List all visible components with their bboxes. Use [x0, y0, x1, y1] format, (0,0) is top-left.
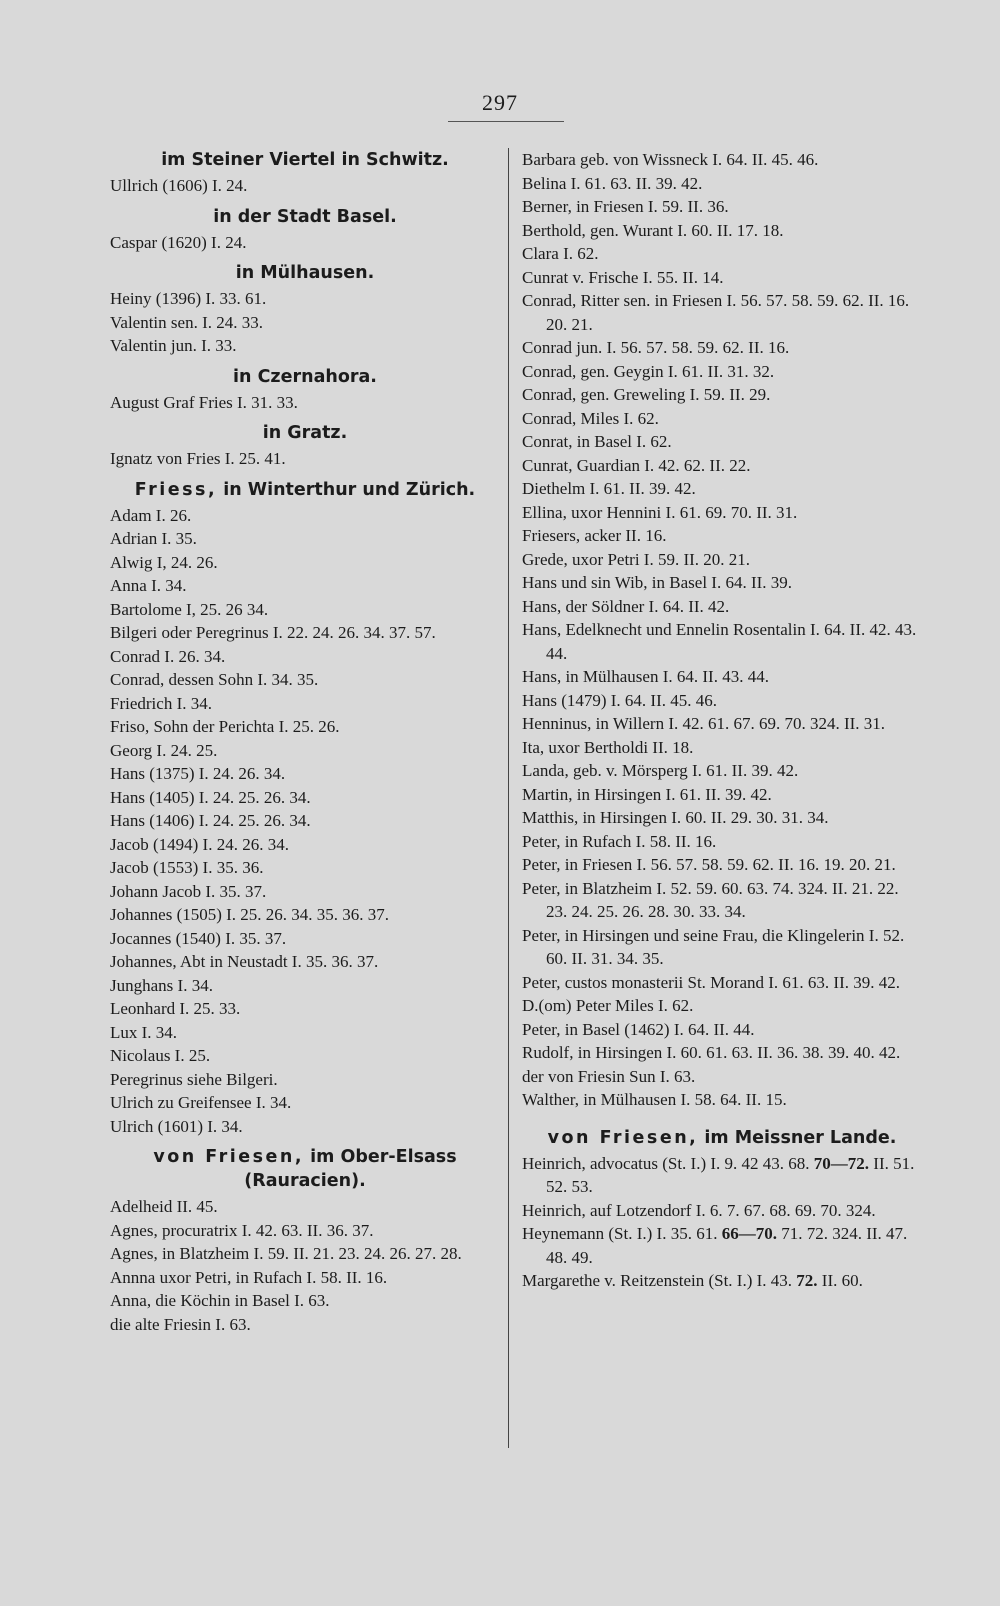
section-heading-meissner: [522, 1126, 922, 1150]
index-entry: Ita, uxor Bertholdi II. 18.: [522, 737, 694, 757]
index-entry: Grede, uxor Petri I. 59. II. 20. 21.: [522, 549, 751, 569]
index-entry: die alte Friesin I. 63.: [110, 1314, 251, 1334]
index-entry: Berner, in Friesen I. 59. II. 36.: [522, 197, 729, 216]
index-entry: Adelheid II. 45.: [110, 1197, 218, 1216]
index-entry: Conrad I. 26. 34.: [110, 646, 226, 666]
index-entry: Hans (1406) I. 24. 25. 26. 34.: [110, 811, 311, 830]
index-entry: Junghans I. 34.: [110, 975, 213, 995]
right-column: [522, 148, 922, 1293]
right-entry-list: [522, 148, 922, 1112]
index-entry: Peter, in Friesen I. 56. 57. 58. 59. 62. II. 16. 19. 20. 21.: [522, 855, 896, 874]
index-entry: Alwig I, 24. 26.: [110, 552, 218, 572]
index-entry: Hans (1405) I. 24. 25. 26. 34.: [110, 787, 311, 807]
index-entry: Peter, in Hirsingen und seine Frau, die Klingelerin I. 52. 60. II. 31. 34. 35.: [522, 925, 905, 968]
index-entry: Johannes, Abt in Neustadt I. 35. 36. 37.: [110, 952, 379, 971]
index-entry: Henninus, in Willern I. 42. 61. 67. 69. 70. 324. II. 31.: [522, 714, 886, 733]
index-entry: Friso, Sohn der Perichta I. 25. 26.: [110, 717, 340, 736]
index-entry: Clara I. 62.: [522, 244, 599, 263]
index-entry: [522, 1222, 922, 1269]
index-entry: Johannes (1505) I. 25. 26. 34. 35. 36. 37.: [110, 905, 390, 924]
index-entry: Landa, geb. v. Mörsperg I. 61. II. 39. 42.: [522, 761, 799, 780]
index-entry: Peter, in Blatzheim I. 52. 59. 60. 63. 74. 324. II. 21. 22. 23. 24. 25. 26. 28. 30. 33. 34.: [522, 878, 899, 921]
page-number-rule: [448, 121, 564, 122]
index-entry: Conrad, gen. Greweling I. 59. II. 29.: [522, 385, 771, 404]
section-heading: [110, 365, 500, 389]
entry-part-before: Heynemann (St. I.) I. 35. 61.: [522, 1224, 722, 1243]
section-heading: [110, 205, 500, 229]
entry-part-before: Heinrich, advocatus (St. I.) I. 9. 42 43. 68.: [522, 1153, 814, 1173]
index-entry: Conrad, Miles I. 62.: [522, 408, 659, 428]
index-entry: Jocannes (1540) I. 35. 37.: [110, 928, 287, 948]
section-heading-spaced: Friess,: [134, 479, 218, 500]
index-entry: Agnes, procuratrix I. 42. 63. II. 36. 37.: [110, 1220, 374, 1240]
index-entry: D.(om) Peter Miles I. 62.: [522, 996, 694, 1015]
index-entry: Hans, Edelknecht und Ennelin Rosentalin I. 64. II. 42. 43. 44.: [522, 620, 917, 663]
index-entry: Conrat, in Basel I. 62.: [522, 432, 672, 451]
entry-part-before: Margarethe v. Reitzenstein (St. I.) I. 43.: [522, 1271, 797, 1290]
index-entry: Peter, in Rufach I. 58. II. 16.: [522, 831, 717, 851]
index-entry: Valentin sen. I. 24. 33.: [110, 312, 263, 332]
index-entry: Walther, in Mülhausen I. 58. 64. II. 15.: [522, 1090, 787, 1109]
index-entry: Hans (1375) I. 24. 26. 34.: [110, 764, 286, 783]
index-entry: Ellina, uxor Hennini I. 61. 69. 70. II. 31.: [522, 502, 798, 522]
entry-part-after: II. 60.: [817, 1271, 863, 1290]
section-heading-spaced: von Friesen,: [153, 1147, 305, 1167]
index-entry: Leonhard I. 25. 33.: [110, 999, 241, 1018]
index-entry: Conrad, Ritter sen. in Friesen I. 56. 57. 58. 59. 62. II. 16. 20. 21.: [522, 291, 910, 334]
section-heading-spaced: von Friesen,: [547, 1127, 699, 1148]
entry-part-bold: 70—72.: [813, 1153, 870, 1173]
index-entry: Anna I. 34.: [110, 576, 187, 595]
index-entry: Hans, in Mülhausen I. 64. II. 43. 44.: [522, 667, 769, 686]
index-entry: Hans und sin Wib, in Basel I. 64. II. 39.: [522, 573, 793, 592]
index-entry: Agnes, in Blatzheim I. 59. II. 21. 23. 24. 26. 27. 28.: [110, 1244, 462, 1263]
index-entry: Friesers, acker II. 16.: [522, 526, 667, 545]
page-number: 297: [482, 90, 518, 115]
column-divider: [508, 148, 509, 1448]
index-entry: Jacob (1553) I. 35. 36.: [110, 858, 264, 877]
index-entry: [522, 1269, 922, 1293]
index-entry: Bilgeri oder Peregrinus I. 22. 24. 26. 34. 37. 57.: [110, 623, 436, 642]
left-column: [110, 148, 500, 1336]
entry-part-before: Heinrich, auf Lotzendorf I. 6. 7. 67. 68. 69. 70. 324.: [522, 1200, 876, 1220]
index-entry: Ulrich (1601) I. 34.: [110, 1116, 243, 1136]
index-entry: Bartolome I, 25. 26 34.: [110, 599, 269, 619]
index-entry: der von Friesin Sun I. 63.: [522, 1066, 696, 1086]
section-heading-text: in Czernahora.: [233, 366, 377, 387]
index-entry: Diethelm I. 61. II. 39. 42.: [522, 479, 696, 498]
index-entry: Belina I. 61. 63. II. 39. 42.: [522, 173, 703, 193]
index-entry: Cunrat, Guardian I. 42. 62. II. 22.: [522, 455, 751, 475]
entry-part-after: 71. 72. 324. II. 47. 48. 49.: [546, 1224, 908, 1267]
index-entry: [522, 1152, 922, 1199]
index-entry: Cunrat v. Frische I. 55. II. 14.: [522, 267, 724, 287]
index-entry: Ullrich (1606) I. 24.: [110, 176, 248, 195]
index-entry: Jacob (1494) I. 24. 26. 34.: [110, 834, 289, 854]
index-entry: Johann Jacob I. 35. 37.: [110, 881, 267, 901]
meissner-entry-list: [522, 1152, 922, 1293]
index-entry: Peregrinus siehe Bilgeri.: [110, 1069, 278, 1089]
index-entry: Valentin jun. I. 33.: [110, 336, 237, 355]
index-entry: Ignatz von Fries I. 25. 41.: [110, 449, 286, 468]
index-entry: Rudolf, in Hirsingen I. 60. 61. 63. II. 36. 38. 39. 40. 42.: [522, 1043, 901, 1062]
index-entry: Hans (1479) I. 64. II. 45. 46.: [522, 690, 717, 710]
section-heading-text: im Steiner Viertel in Schwitz.: [161, 150, 449, 170]
index-entry: Barbara geb. von Wissneck I. 64. II. 45. 46.: [522, 150, 819, 169]
section-heading: [110, 478, 500, 502]
index-entry: Peter, custos monasterii St. Morand I. 61. 63. II. 39. 42.: [522, 972, 900, 992]
section-heading: [110, 1145, 500, 1193]
index-entry: Ulrich zu Greifensee I. 34.: [110, 1093, 292, 1112]
index-entry: Heiny (1396) I. 33. 61.: [110, 289, 267, 308]
index-entry: Martin, in Hirsingen I. 61. II. 39. 42.: [522, 784, 772, 804]
section-heading: [110, 261, 500, 285]
index-entry: Conrad jun. I. 56. 57. 58. 59. 62. II. 16.: [522, 338, 790, 357]
entry-part-bold: 66—70.: [721, 1224, 777, 1243]
index-entry: [522, 1199, 922, 1223]
index-entry: Conrad, gen. Geygin I. 61. II. 31. 32.: [522, 361, 775, 381]
index-entry: Nicolaus I. 25.: [110, 1046, 211, 1065]
index-entry: Conrad, dessen Sohn I. 34. 35.: [110, 670, 319, 689]
section-heading-text: in Winterthur und Zürich.: [223, 479, 476, 500]
index-entry: Hans, der Söldner I. 64. II. 42.: [522, 596, 730, 616]
entry-part-after: II. 51. 52. 53.: [546, 1153, 915, 1196]
section-heading: [110, 421, 500, 445]
entry-part-bold: 72.: [796, 1271, 818, 1290]
index-entry: Annna uxor Petri, in Rufach I. 58. II. 16.: [110, 1267, 388, 1287]
section-heading: [110, 148, 500, 172]
index-entry: Georg I. 24. 25.: [110, 740, 218, 760]
index-entry: Peter, in Basel (1462) I. 64. II. 44.: [522, 1019, 755, 1039]
index-entry: Friedrich I. 34.: [110, 693, 212, 713]
index-entry: Caspar (1620) I. 24.: [110, 232, 247, 252]
index-entry: Adrian I. 35.: [110, 529, 197, 548]
index-entry: August Graf Fries I. 31. 33.: [110, 392, 298, 412]
section-heading-text: im Ober-Elsass (Rauracien).: [244, 1147, 457, 1191]
section-heading-text: in der Stadt Basel.: [213, 206, 397, 227]
section-heading-text: in Mülhausen.: [235, 263, 375, 283]
index-entry: Lux I. 34.: [110, 1022, 178, 1042]
section-heading-text: in Gratz.: [262, 423, 348, 443]
index-entry: Adam I. 26.: [110, 505, 192, 525]
index-entry: Berthold, gen. Wurant I. 60. II. 17. 18.: [522, 220, 784, 240]
index-entry: Matthis, in Hirsingen I. 60. II. 29. 30. 31. 34.: [522, 808, 829, 827]
section-heading-text: im Meissner Lande.: [704, 1127, 897, 1148]
index-entry: Anna, die Köchin in Basel I. 63.: [110, 1291, 330, 1310]
